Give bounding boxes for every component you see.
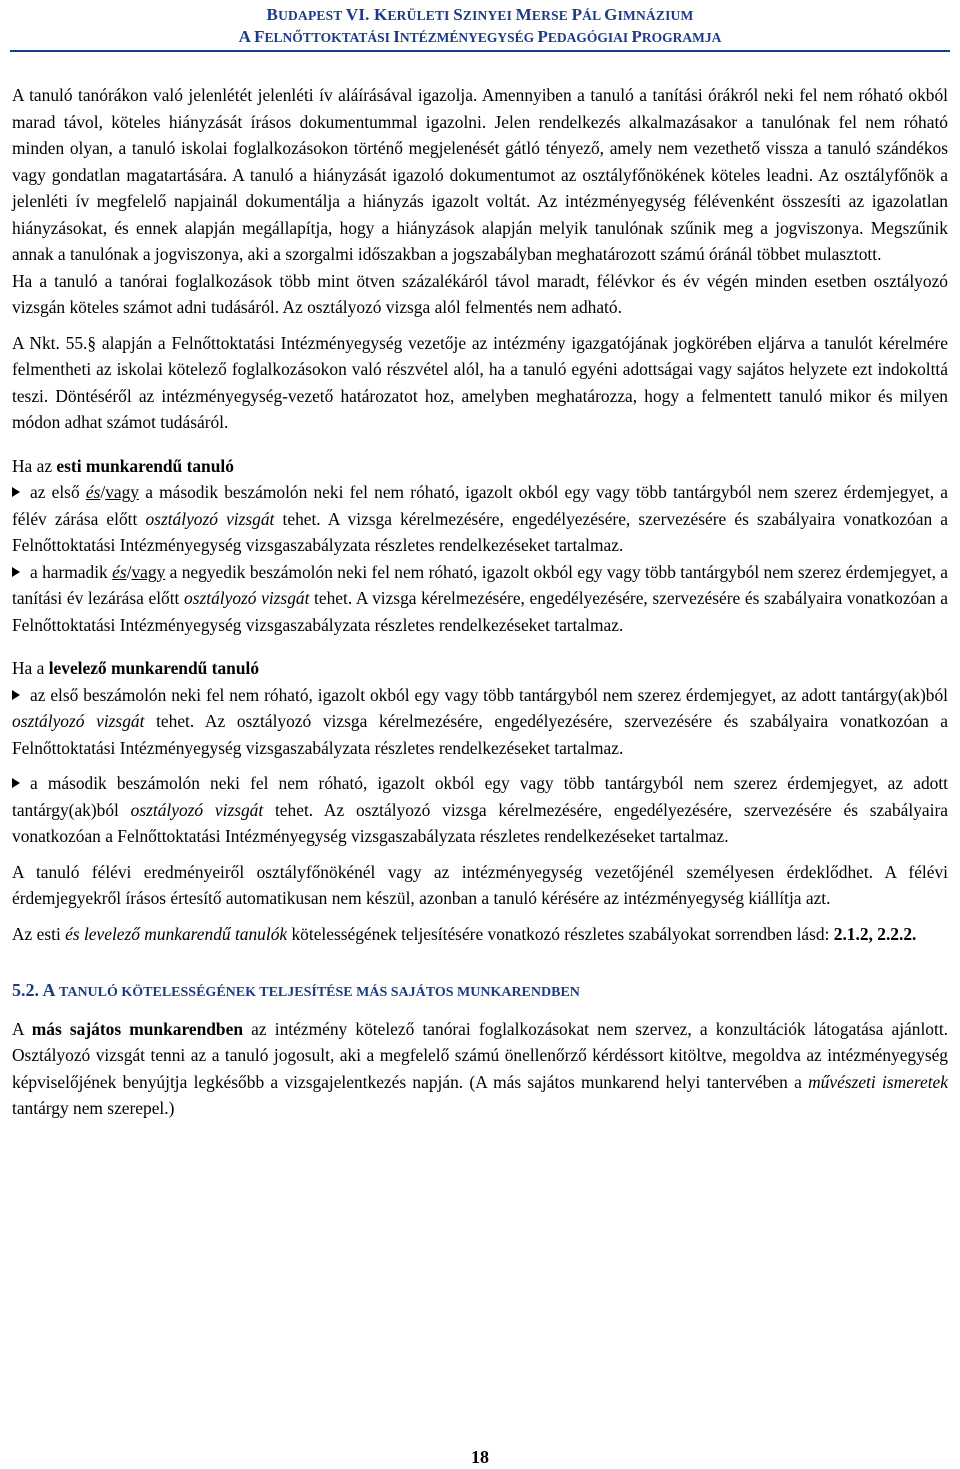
esti-bullet-2 [12,559,948,639]
text-run: és [112,561,127,582]
paragraph-exemption [12,330,948,436]
hdr-t: B [266,5,279,24]
hdr-t: EDAGÓGIAI [547,30,632,45]
hdr-t: I [393,27,400,46]
text-run: az első beszámolón neki fel nem róható, igazolt okból egy vagy több tantárgyból nem szerez érdemjegyet, az adott tantárgy(ak)ból [30,684,948,705]
text-run: más sajátos munkarendben [31,1018,243,1039]
text-run: a második beszámolón neki fel nem róható, igazolt okból egy vagy több tantárgyból nem szerez érdemjegyet, a félév zárása előtt [12,482,948,529]
hdr-t: S [453,5,463,24]
hdr-t: ROGRAMJA [641,30,722,45]
text-run: vagy [105,482,139,502]
text-run: osztályozó vizsgát [130,799,264,820]
triangle-bullet-icon [12,778,20,788]
text-run: művészeti ismeretek [808,1071,948,1092]
page-body [12,82,948,1122]
hdr-t: NTÉZMÉNYEGYSÉG [399,30,538,45]
text-run: levelező munkarendű tanuló [48,658,260,678]
hdr-t: ERÜLETI [387,8,454,23]
text-run: Az esti [12,923,66,944]
section-heading [12,977,948,1007]
text-run: és levelező munkarendű tanulók [65,923,288,944]
page-number: 18 [471,1447,489,1467]
text-run: tehet. Az osztályozó vizsga kérelmezésére, engedélyezésére, szervezésére és szabályaira vonatkozóan a Felnőttoktatási Intézményegység vizsgaszabályzata részletes rendelkezéseket tartalmaz. [12,711,949,758]
esti-bullet-1 [12,479,948,559]
triangle-bullet-icon [12,487,20,497]
triangle-bullet-icon [12,690,20,700]
hdr-t: A F [238,27,265,46]
paragraph-attendance: A tanuló tanórákon való jelenlétét jelenléti ív aláírásával igazolja. Amennyiben a tanuló a tanítási órákról neki fel nem róható okból marad távol, köteles hiányzását írásos dokumentummal igazolni. Jelen rendelkezés alkalmazásakor a tanulónak fel nem róható minden olyan, a tanuló iskolai foglalkozásokon történő megjelenését gátló tényező, amely nem vezethető vissza a tanuló szándékos vagy gondatlan magatartására. A tanuló a hiányzását igazoló dokumentumot az osztályfőnökének köteles leadni. Az osztályfőnök a jelenléti ív megfelelő napjainál dokumentálja a hiányzás igazolt voltát. Az intézményegység félévenként összesíti az igazolatlan hiányzásokat, és ennek alapján megállapítja, hogy a hiányzások alapján melyik tanulónak szűnik meg a jogviszonya. Megszűnik annak a tanulónak a jogviszonya, aki a szorgalmi időszakban a jogszabályban meghatározott számú óránál többet mulasztott. [12,85,948,264]
paragraph-other-schedule [12,1016,948,1122]
text-run: osztályozó vizsgát [145,508,275,529]
page-header [0,4,960,48]
hdr-t: IMNÁZIUM [617,8,694,23]
hdr-t: M [515,5,532,24]
text-run: alapján a Felnőttoktatási Intézményegység vezetője az intézmény igazgatójának jogkörében eljárva a tanulót kérelmére felmentheti az iskolai kötelező foglalkozásokon való részvétel alól, ha a tanuló egyéni adottságai vagy sajátos helyzete ezt indokolttá teszi. Döntéséről az intézményegység-vezető határozatot hoz, amelyben meghatározza, hogy a felmentett tanuló mikor és milyen módon adhat számot tudásáról. [12,332,948,432]
text-run: kötelességének teljesítésére vonatkozó részletes szabályokat sorrendben lásd: [287,923,834,944]
esti-heading [12,453,948,480]
levelezo-bullet-1 [12,682,948,762]
levelezo-heading [12,655,948,682]
header-rule [10,50,950,52]
text-run: esti munkarendű tanuló [56,455,234,476]
text-run: TANULÓ KÖTELESSÉGÉNEK TELJESÍTÉSE MÁS SAJÁTOS MUNKARENDBEN [59,985,580,1000]
hdr-t: ELNŐTTOKTATÁSI [264,30,394,45]
hdr-t: VI. K [345,5,388,24]
text-run: A [12,1018,32,1039]
text-run: tehet. Az osztályozó vizsga kérelmezésére, engedélyezésére, szervezésére és szabályaira vonatkozóan a Felnőttoktatási Intézményegység vizsgaszabályzata részletes rendelkezéseket tartalmaz. [12,799,948,846]
section-sign-icon: § [87,332,97,353]
text-run: Ha az [12,455,57,476]
text-run: osztályozó vizsgát [12,711,145,731]
text-run: az intézmény kötelező tanórai foglalkozásokat nem szervez, a konzultációk látogatása ajánlott. Osztályozó vizsgát tenni az a tanuló jogosult, aki a megfelelő számú önellenőrző kérdéssort kitöltve, megoldva az intézményegység képviselőjének benyújtja legkésőbb a vizsgajelentkezés napján. (A más sajátos munkarend helyi tantervében a [12,1018,948,1092]
school-name [0,4,960,26]
text-run: tehet. A vizsga kérelmezésére, engedélyezésére, szervezésére és szabályaira vonatkozóan a Felnőttoktatási Intézményegység vizsgaszabályzata részletes rendelkezéseket tartalmaz. [12,588,948,635]
text-run: az első [30,482,86,502]
hdr-t: ERSE [531,8,572,23]
hdr-t: ÁL [582,8,605,23]
text-run: osztályozó vizsgát [184,588,310,608]
text-run: és [85,482,101,502]
text-run: tantárgy nem szerepel.) [12,1098,175,1118]
text-run: 5.2. [12,980,43,1000]
text-run: vagy [131,561,166,582]
triangle-bullet-icon [12,567,20,577]
hdr-t: P [537,27,548,46]
text-run: / [100,482,106,502]
hdr-t: P [631,27,642,46]
text-run: / [126,561,132,582]
text-run: A [42,980,60,1000]
text-run: A Nkt. 55. [12,332,88,353]
text-run: a negyedik beszámolón neki fel nem róható, igazolt okból egy vagy több tantárgyból nem szerez érdemjegyet, a tanítási év lezárása előtt [12,561,948,608]
text-run: tehet. A vizsga kérelmezésére, engedélyezésére, szervezésére és szabályaira vonatkozóan a Felnőttoktatási Intézményegység vizsgaszabályzata részletes rendelkezéseket tartalmaz. [12,508,948,555]
levelezo-bullet-2 [12,770,948,850]
paragraph-semester-results: A tanuló félévi eredményeiről osztályfőnökénél vagy az intézményegység vezetőjénél személyesen érdeklődhet. A félévi érdemjegyekről írásos értesítő automatikusan nem készül, azonban a tanuló kérésére az intézményegység kiállítja azt. [12,861,948,908]
hdr-t: G [604,5,618,24]
hdr-t: UDAPEST [278,8,346,23]
paragraph-reference [12,921,948,948]
text-run: 2.1.2, 2.2.2. [833,923,917,944]
paragraph-fifty-percent: Ha a tanuló a tanórai foglalkozások több mint ötven százalékáról távol maradt, félévkor és év végén minden esetben osztályozó vizsgán köteles számot adni tudásáról. Az osztályozó vizsga alól felmentés nem adható. [12,270,948,317]
text-run: a második beszámolón neki fel nem róható, igazolt okból egy vagy több tantárgyból nem szerez érdemjegyet, az adott tantárgy(ak)ból [12,773,948,820]
hdr-t: P [571,5,583,24]
program-title [0,26,960,48]
text-run: a harmadik [30,561,113,582]
hdr-t: ZINYEI [462,8,516,23]
text-run: Ha a [12,658,49,678]
